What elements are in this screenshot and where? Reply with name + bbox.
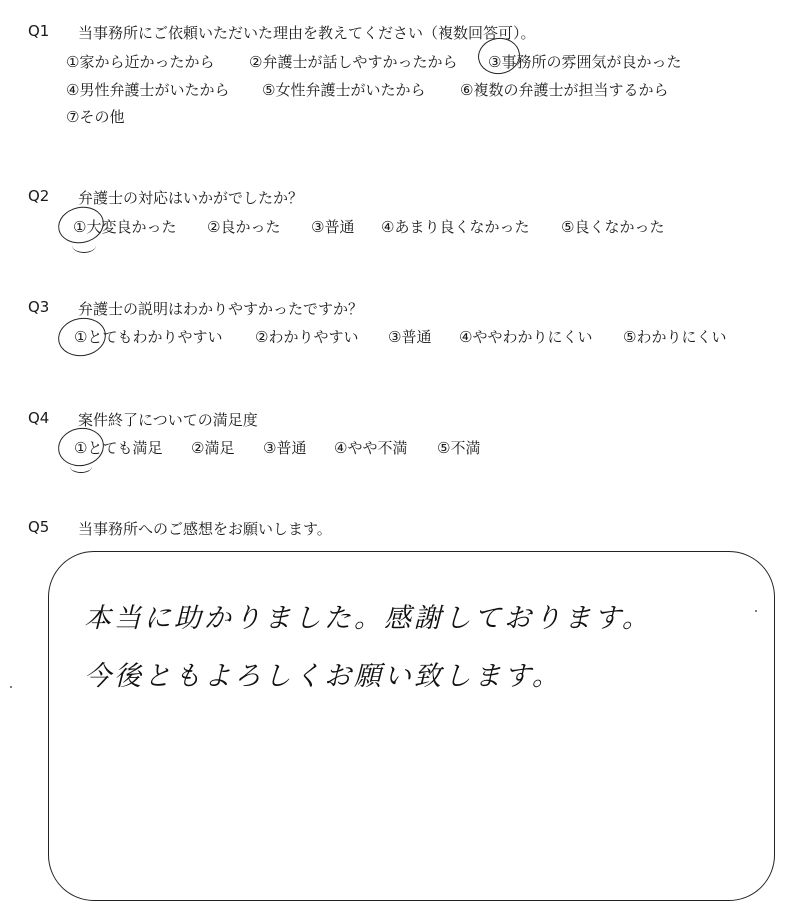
q3-option-5[interactable]: ⑤わかりにくい xyxy=(623,328,727,346)
question-text-q3: 弁護士の説明はわかりやすかったですか？ xyxy=(78,300,364,318)
handwritten-answer-line-1: 本当に助かりました。感謝しております。 xyxy=(84,603,652,634)
q1-option-5[interactable]: ⑤女性弁護士がいたから xyxy=(262,81,426,99)
q2-option-3[interactable]: ③普通 xyxy=(311,218,355,236)
q1-option-6[interactable]: ⑥複数の弁護士が担当するから xyxy=(460,81,669,99)
q1-option-2[interactable]: ②弁護士が話しやすかったから xyxy=(249,53,458,71)
q4-option-1[interactable]: ①とても満足 xyxy=(74,439,163,457)
q2-option-2[interactable]: ②良かった xyxy=(207,218,281,236)
q2-option-5[interactable]: ⑤良くなかった xyxy=(561,218,665,236)
q2-option-1[interactable]: ①大変良かった xyxy=(73,218,177,236)
question-number-q4: Q4 xyxy=(28,409,50,427)
q1-option-4[interactable]: ④男性弁護士がいたから xyxy=(66,81,230,99)
q1-option-1[interactable]: ①家から近かったから xyxy=(66,53,215,71)
stray-mark xyxy=(10,686,12,688)
q1-option-3[interactable]: ③事務所の雰囲気が良かった xyxy=(488,53,682,71)
q2-option-4[interactable]: ④あまり良くなかった xyxy=(381,218,530,236)
q4-option-2[interactable]: ②満足 xyxy=(191,439,235,457)
q4-circle-tail xyxy=(70,460,92,473)
question-number-q2: Q2 xyxy=(28,187,50,205)
question-number-q1: Q1 xyxy=(28,22,50,40)
question-number-q3: Q3 xyxy=(28,298,50,316)
q3-option-3[interactable]: ③普通 xyxy=(388,328,432,346)
q4-option-5[interactable]: ⑤不満 xyxy=(437,439,481,457)
q3-option-1[interactable]: ①とてもわかりやすい xyxy=(74,328,223,346)
q3-option-2[interactable]: ②わかりやすい xyxy=(255,328,359,346)
q1-option-7[interactable]: ⑦その他 xyxy=(66,108,125,126)
question-text-q5: 当事務所へのご感想をお願いします。 xyxy=(78,520,332,538)
q2-circle-tail xyxy=(72,238,96,253)
question-text-q4: 案件終了についての満足度 xyxy=(78,411,258,429)
question-text-q2: 弁護士の対応はいかがでしたか？ xyxy=(78,189,304,207)
q4-option-3[interactable]: ③普通 xyxy=(263,439,307,457)
q3-option-4[interactable]: ④ややわかりにくい xyxy=(459,328,593,346)
handwritten-answer-line-2: 今後ともよろしくお願い致します。 xyxy=(84,661,562,692)
q4-option-4[interactable]: ④やや不満 xyxy=(334,439,408,457)
question-text-q1: 当事務所にご依頼いただいた理由を教えてください（複数回答可）。 xyxy=(78,24,536,42)
stray-mark xyxy=(755,610,757,612)
q3-selected-circle xyxy=(55,314,109,360)
question-number-q5: Q5 xyxy=(28,518,50,536)
